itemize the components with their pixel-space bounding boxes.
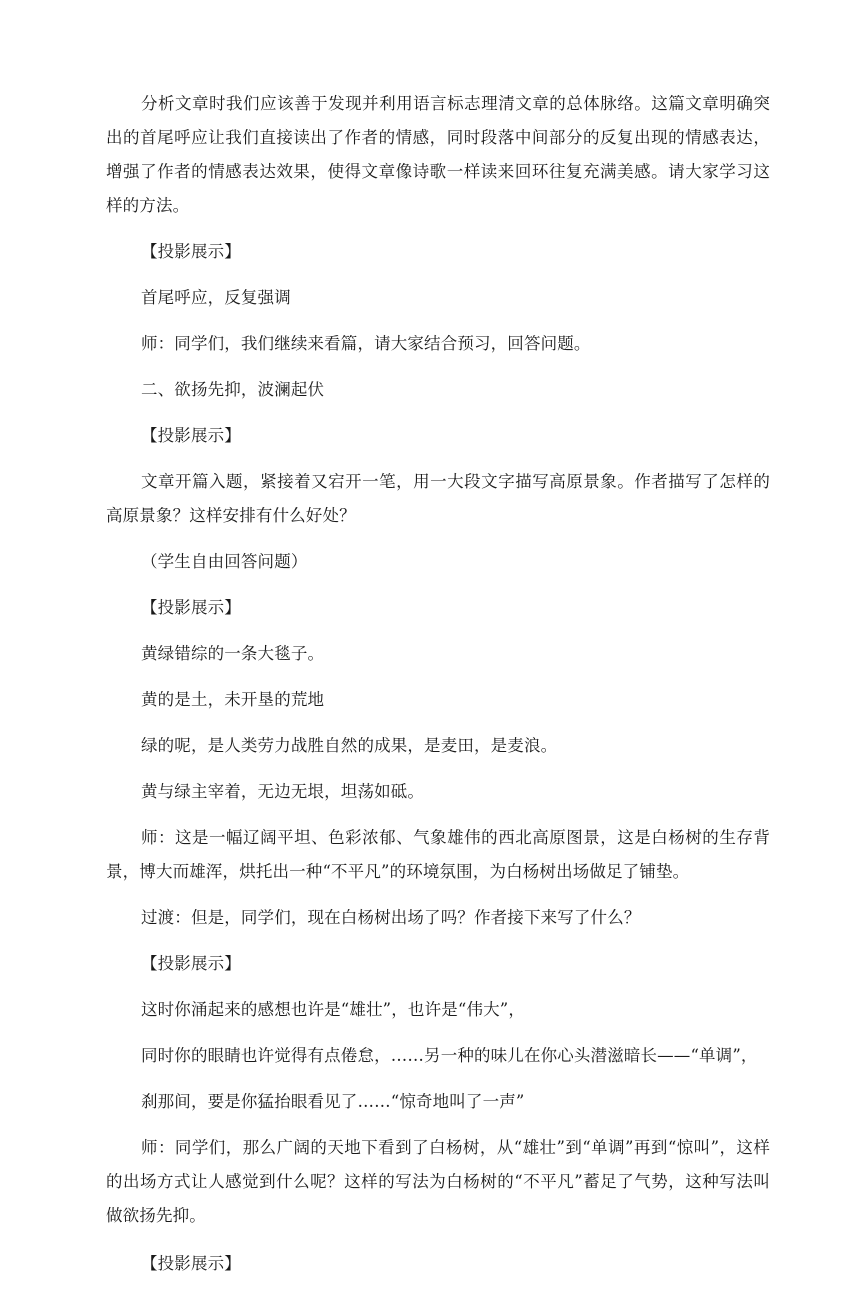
projection-content: 刹那间，要是你猛抬眼看见了……“惊奇地叫了一声”: [141, 1092, 525, 1111]
teacher-speech: 师：同学们，我们继续来看篇，请大家结合预习，回答问题。: [141, 334, 591, 353]
projection-content: 黄绿错综的一条大毯子。: [141, 644, 325, 663]
teacher-speech: 师：这是一幅辽阔平坦、色彩浓郁、气象雄伟的西北高原图景，这是白杨树的生存背景，博大而雄浑，烘托出一种“不平凡”的环境氛围，为白杨树出场做足了铺垫。: [106, 828, 770, 881]
teacher-speech: 师：同学们，那么广阔的天地下看到了白杨树，从“雄壮”到“单调”再到“惊叫”，这样的出场方式让人感觉到什么呢？这样的写法为白杨树的“不平凡”蓄足了气势，这种写法叫做欲扬先抑。: [106, 1138, 770, 1225]
projection-content: 黄的是土，未开垦的荒地: [141, 690, 325, 709]
projection-question: 文章开篇入题，紧接着又宕开一笔，用一大段文字描写高原景象。作者描写了怎样的高原景象？这样安排有什么好处？: [106, 472, 770, 525]
projection-content: 同时你的眼睛也许觉得有点倦怠，……另一种的味儿在你心头潜滋暗长——“单调”，: [141, 1046, 758, 1065]
projection-label: 【投影展示】: [141, 426, 241, 445]
transition-speech: 过渡：但是，同学们，现在白杨树出场了吗？作者接下来写了什么？: [141, 908, 641, 927]
projection-content: 这时你涌起来的感想也许是“雄壮”，也许是“伟大”，: [141, 1000, 525, 1019]
paragraph-analysis-method: 分析文章时我们应该善于发现并利用语言标志理清文章的总体脉络。这篇文章明确突出的首尾呼应让我们直接读出了作者的情感，同时段落中间部分的反复出现的情感表达，增强了作者的情感表达效果，使得文章像诗歌一样读来回环往复充满美感。请大家学习这样的方法。: [106, 94, 770, 215]
section-heading: 二、欲扬先抑，波澜起伏: [141, 380, 325, 399]
document-page: [106, 87, 770, 1293]
projection-label: 【投影展示】: [141, 1254, 241, 1273]
student-activity-note: （学生自由回答问题）: [141, 552, 308, 571]
projection-label: 【投影展示】: [141, 242, 241, 261]
projection-content: 首尾呼应，反复强调: [141, 288, 291, 307]
projection-content: 绿的呢，是人类劳力战胜自然的成果，是麦田，是麦浪。: [141, 736, 558, 755]
projection-content: 黄与绿主宰着，无边无垠，坦荡如砥。: [141, 782, 425, 801]
projection-label: 【投影展示】: [141, 954, 241, 973]
projection-label: 【投影展示】: [141, 598, 241, 617]
